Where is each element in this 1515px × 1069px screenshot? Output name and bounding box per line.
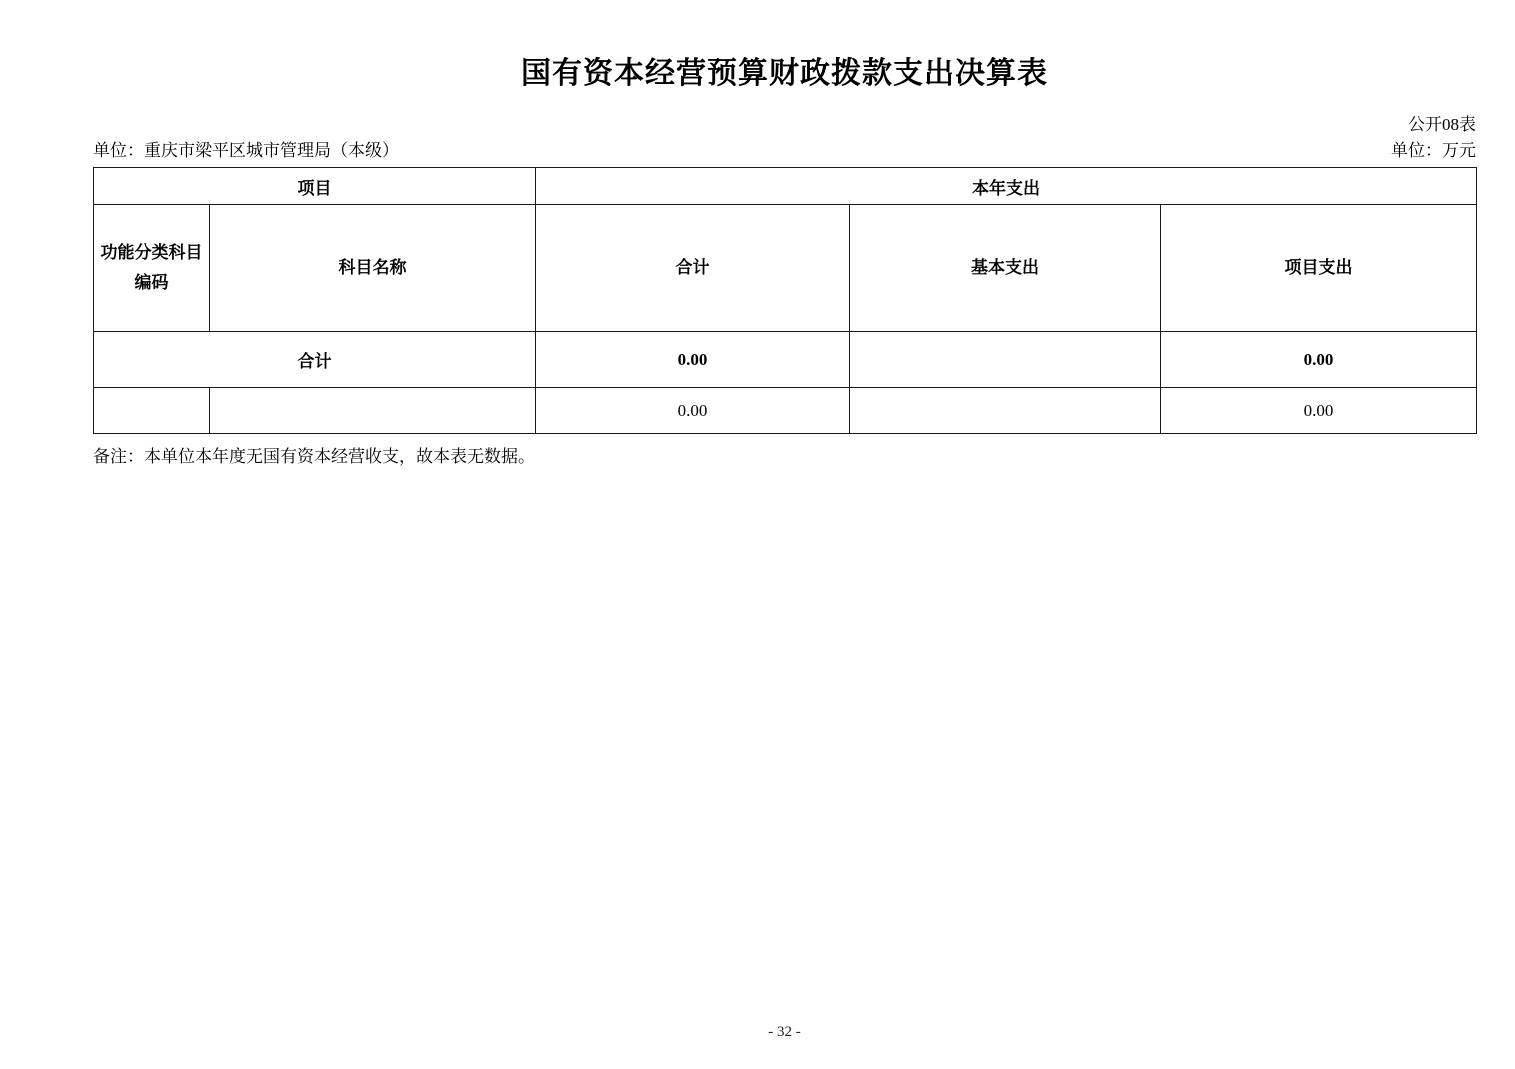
name-column-header: 科目名称 xyxy=(210,205,536,332)
unit-info-row xyxy=(93,139,1476,163)
table-header-columns-row xyxy=(94,205,1477,332)
table-header-group-row xyxy=(94,168,1477,205)
total-row-basic-value xyxy=(850,332,1161,388)
total-row-label: 合计 xyxy=(94,332,536,388)
code-column-header: 功能分类科目编码 xyxy=(94,205,210,332)
total-column-header: 合计 xyxy=(536,205,850,332)
form-number-label: 公开08表 xyxy=(1408,115,1476,134)
detail-row-project-value: 0.00 xyxy=(1161,388,1477,434)
project-expense-column-header: 项目支出 xyxy=(1161,205,1477,332)
detail-row-code-cell xyxy=(94,388,210,434)
expense-final-accounts-table xyxy=(93,167,1477,434)
basic-expense-column-header: 基本支出 xyxy=(850,205,1161,332)
page-number: - 32 - xyxy=(768,1024,801,1040)
remarks-note: 备注：本单位本年度无国有资本经营收支，故本表无数据。 xyxy=(93,447,535,466)
total-row-project-value: 0.00 xyxy=(1161,332,1477,388)
detail-row-name-cell xyxy=(210,388,536,434)
unit-currency-label: 单位：万元 xyxy=(1391,141,1476,160)
current-year-expense-group-header: 本年支出 xyxy=(536,168,1477,205)
document-page xyxy=(93,0,1476,469)
detail-row-basic-value xyxy=(850,388,1161,434)
table-row-total xyxy=(94,332,1477,388)
project-group-header: 项目 xyxy=(94,168,536,205)
unit-name-label: 单位：重庆市梁平区城市管理局（本级） xyxy=(93,141,399,160)
page-title: 国有资本经营预算财政拨款支出决算表 xyxy=(521,57,1048,90)
table-row-detail xyxy=(94,388,1477,434)
total-row-total-value: 0.00 xyxy=(536,332,850,388)
detail-row-total-value: 0.00 xyxy=(536,388,850,434)
